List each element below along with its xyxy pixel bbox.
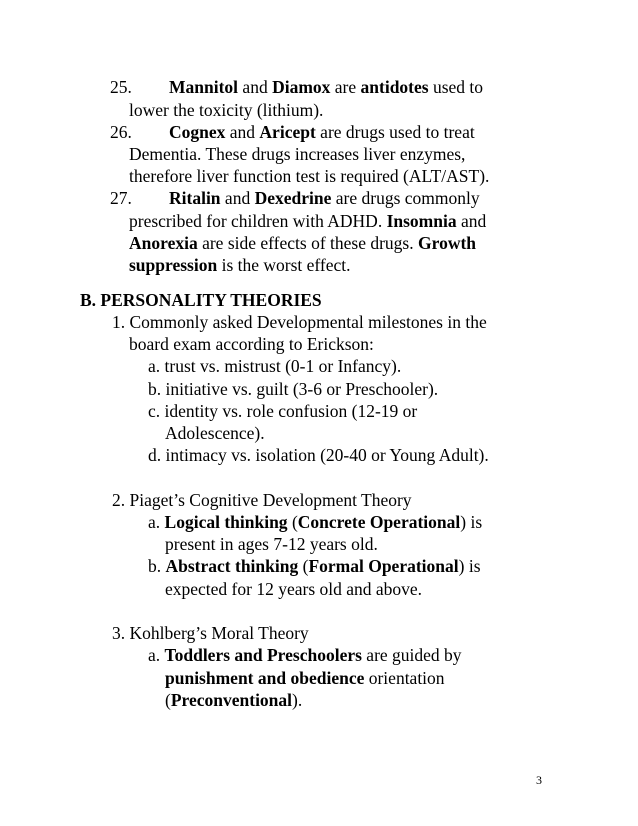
bold-text: Aricept	[259, 122, 316, 142]
text-run: are drugs commonly	[331, 188, 480, 208]
section-line	[148, 555, 481, 577]
text-run: (	[287, 512, 298, 532]
text-run: c. identity vs. role confusion (12-19 or	[148, 401, 418, 421]
text-run: present in ages 7-12 years old.	[165, 534, 378, 554]
text-run: a.	[148, 645, 165, 665]
bold-text: Mannitol	[169, 77, 239, 97]
section-line	[165, 422, 265, 444]
text-run: are side effects of these drugs.	[197, 233, 418, 253]
section-line	[148, 644, 462, 666]
item-line	[129, 210, 486, 232]
section-line	[129, 333, 374, 355]
text-run: (	[298, 556, 309, 576]
bold-text: Formal Operational	[308, 556, 459, 576]
text-run: ) is	[460, 512, 483, 532]
section-line	[148, 355, 401, 377]
bold-text: Diamox	[272, 77, 331, 97]
text-run: Dementia. These drugs increases liver enzymes,	[129, 144, 466, 164]
item-number: 27.	[110, 188, 132, 208]
text-run: 2. Piaget’s Cognitive Development Theory	[112, 490, 412, 510]
bold-text: Insomnia	[386, 211, 457, 231]
bold-text: Abstract thinking	[165, 556, 299, 576]
item-line	[129, 99, 323, 121]
section-line	[148, 444, 489, 466]
text-run: therefore liver function test is required (ALT/AST).	[129, 166, 490, 186]
section-heading: B. PERSONALITY THEORIES	[80, 290, 322, 310]
section-line	[112, 622, 309, 644]
text-run: b.	[148, 556, 166, 576]
item-line	[129, 143, 465, 165]
bold-text: Growth	[418, 233, 477, 253]
text-run: used to	[428, 77, 484, 97]
bold-text: punishment and obedience	[165, 668, 365, 688]
section-line	[112, 489, 412, 511]
item-line	[169, 76, 483, 98]
text-run: Adolescence).	[165, 423, 265, 443]
text-run: are guided by	[361, 645, 462, 665]
text-run: orientation	[364, 668, 445, 688]
section-line	[112, 311, 487, 333]
bold-text: Concrete Operational	[297, 512, 461, 532]
text-run: d. intimacy vs. isolation (20-40 or Young Adult).	[148, 445, 489, 465]
item-line	[169, 121, 475, 143]
text-run: a. trust vs. mistrust (0-1 or Infancy).	[148, 356, 402, 376]
bold-text: Logical thinking	[164, 512, 288, 532]
bold-text: antidotes	[360, 77, 429, 97]
text-run: are drugs used to treat	[315, 122, 475, 142]
bold-text: Cognex	[169, 122, 226, 142]
bold-text: Ritalin	[169, 188, 221, 208]
bold-text: Dexedrine	[254, 188, 332, 208]
item-line	[129, 254, 351, 276]
text-run: (	[165, 690, 171, 710]
text-run: and	[225, 122, 260, 142]
text-run: and	[456, 211, 487, 231]
text-run: is the worst effect.	[217, 255, 351, 275]
section-line	[165, 578, 422, 600]
item-line	[169, 187, 480, 209]
text-run: are	[330, 77, 361, 97]
text-run: and	[220, 188, 255, 208]
text-run: 1. Commonly asked Developmental milestones in the	[112, 312, 487, 332]
text-run: prescribed for children with ADHD.	[129, 211, 387, 231]
text-run: expected for 12 years old and above.	[165, 579, 423, 599]
item-number: 25.	[110, 77, 132, 97]
bold-text: Preconventional	[170, 690, 293, 710]
text-run: board exam according to Erickson:	[129, 334, 374, 354]
text-run: 3. Kohlberg’s Moral Theory	[112, 623, 309, 643]
item-line	[129, 165, 489, 187]
text-run: b. initiative vs. guilt (3-6 or Preschooler).	[148, 379, 439, 399]
section-line	[165, 667, 445, 689]
item-line	[129, 232, 476, 254]
section-line	[148, 400, 417, 422]
section-line	[148, 378, 438, 400]
section-line	[148, 511, 482, 533]
section-line	[165, 533, 378, 555]
item-number: 26.	[110, 122, 132, 142]
page-number: 3	[536, 773, 542, 787]
section-line	[165, 689, 302, 711]
bold-text: Anorexia	[129, 233, 198, 253]
text-run: lower the toxicity (lithium).	[129, 100, 324, 120]
text-run: ) is	[458, 556, 481, 576]
text-run: a.	[148, 512, 165, 532]
bold-text: suppression	[129, 255, 218, 275]
text-run: and	[238, 77, 273, 97]
bold-text: Toddlers and Preschoolers	[164, 645, 362, 665]
text-run: ).	[292, 690, 303, 710]
